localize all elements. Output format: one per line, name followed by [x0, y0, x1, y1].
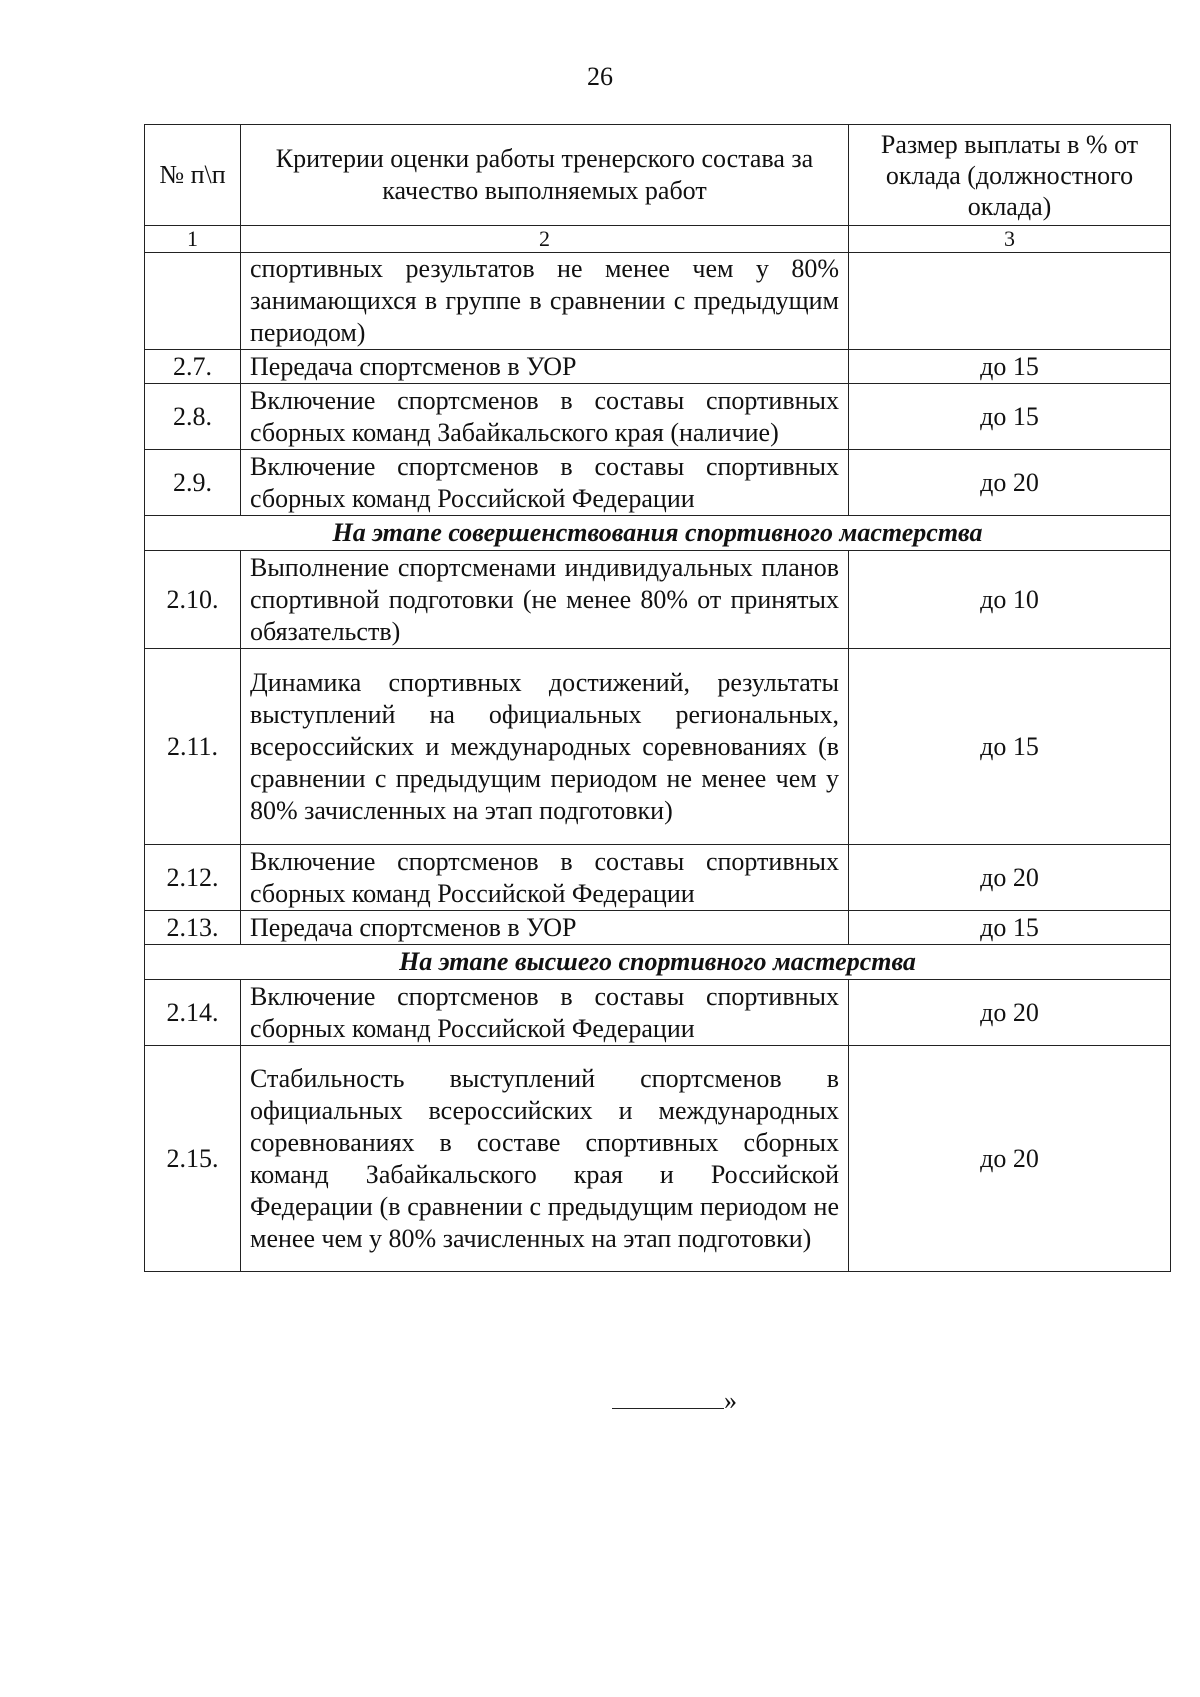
section-heading-row [145, 945, 1171, 980]
closing-quote: » [724, 1386, 737, 1415]
column-number-3: 3 [849, 226, 1171, 253]
row-criteria: Включение спортсменов в составы спортивных сборных команд Российской Федерации [241, 980, 849, 1046]
row-payment: до 20 [849, 1046, 1171, 1272]
table-row [145, 845, 1171, 911]
table-row [145, 384, 1171, 450]
row-criteria: Включение спортсменов в составы спортивных сборных команд Забайкальского края (наличие) [241, 384, 849, 450]
section-heading: На этапе высшего спортивного мастерства [145, 945, 1171, 980]
column-number-1: 1 [145, 226, 241, 253]
column-number-2: 2 [241, 226, 849, 253]
table-row [145, 350, 1171, 384]
row-number: 2.8. [145, 384, 241, 450]
header-criteria: Критерии оценки работы тренерского состава за качество выполняемых работ [241, 125, 849, 226]
header-number: № п\п [145, 125, 241, 226]
section-heading: На этапе совершенствования спортивного мастерства [145, 516, 1171, 551]
row-payment: до 15 [849, 649, 1171, 845]
page-number: 26 [587, 62, 613, 91]
row-criteria: спортивных результатов не менее чем у 80% занимающихся в группе в сравнении с предыдущим периодом) [241, 253, 849, 350]
row-number: 2.15. [145, 1046, 241, 1272]
row-payment: до 15 [849, 384, 1171, 450]
row-payment: до 15 [849, 911, 1171, 945]
row-number: 2.9. [145, 450, 241, 516]
row-number: 2.14. [145, 980, 241, 1046]
row-payment [849, 253, 1171, 350]
table-row [145, 1046, 1171, 1272]
end-mark [612, 1386, 737, 1416]
section-heading-row [145, 516, 1171, 551]
row-payment: до 20 [849, 845, 1171, 911]
row-criteria: Передача спортсменов в УОР [241, 350, 849, 384]
row-payment: до 10 [849, 551, 1171, 649]
row-number: 2.7. [145, 350, 241, 384]
row-number: 2.12. [145, 845, 241, 911]
row-criteria: Динамика спортивных достижений, результаты выступлений на официальных региональных, всероссийских и международных соревнованиях (в сравнении с предыдущим периодом не менее чем у 80% зачисленных на этап подготовки) [241, 649, 849, 845]
table-row [145, 649, 1171, 845]
row-number: 2.13. [145, 911, 241, 945]
table-header-row [145, 125, 1171, 226]
row-criteria: Стабильность выступлений спортсменов в официальных всероссийских и международных соревнованиях в составе спортивных сборных команд Забайкальского края и Российской Федерации (в сравнении с предыдущим периодом не менее чем у 80% зачисленных на этап подготовки) [241, 1046, 849, 1272]
coach-evaluation-criteria-table [144, 124, 1171, 1272]
signature-line [612, 1408, 724, 1409]
header-payment: Размер выплаты в % от оклада (должностного оклада) [849, 125, 1171, 226]
table-row [145, 980, 1171, 1046]
table-row [145, 911, 1171, 945]
row-payment: до 20 [849, 450, 1171, 516]
row-criteria: Включение спортсменов в составы спортивных сборных команд Российской Федерации [241, 450, 849, 516]
row-number: 2.11. [145, 649, 241, 845]
table-row [145, 551, 1171, 649]
row-payment: до 20 [849, 980, 1171, 1046]
table-row [145, 253, 1171, 350]
column-number-row [145, 226, 1171, 253]
table-row [145, 450, 1171, 516]
row-payment: до 15 [849, 350, 1171, 384]
row-criteria: Передача спортсменов в УОР [241, 911, 849, 945]
row-number: 2.10. [145, 551, 241, 649]
row-criteria: Включение спортсменов в составы спортивных сборных команд Российской Федерации [241, 845, 849, 911]
row-criteria: Выполнение спортсменами индивидуальных планов спортивной подготовки (не менее 80% от принятых обязательств) [241, 551, 849, 649]
row-number [145, 253, 241, 350]
